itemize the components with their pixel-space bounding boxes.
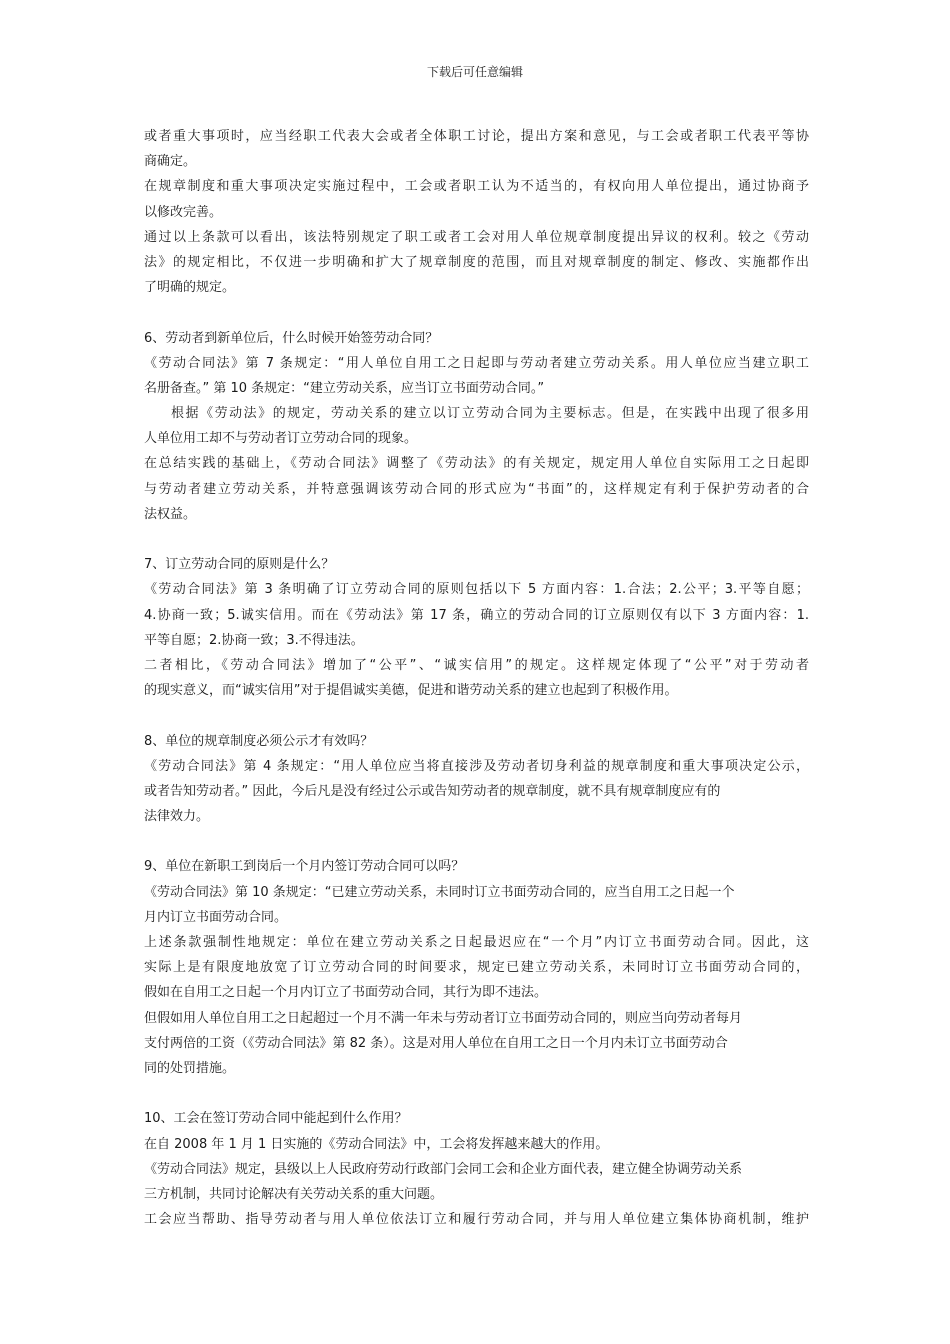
document-body xyxy=(144,124,809,1232)
page-header: 下载后可任意编辑 xyxy=(426,65,523,79)
text-line: 7、订立劳动合同的原则是什么？ xyxy=(144,557,335,573)
text-line: 同的处罚措施。 xyxy=(144,1060,236,1076)
text-line: 实际上是有限度地放宽了订立劳动合同的时间要求，规定已建立劳动关系，未同时订立书面劳动合同的， xyxy=(144,960,809,976)
text-line: 与劳动者建立劳动关系，并特意强调该劳动合同的形式应为“书面”的，这样规定有利于保护劳动者的合 xyxy=(144,481,809,497)
text-line: 上述条款强制性地规定：单位在建立劳动关系之日起最迟应在“一个月”内订立书面劳动合同。因此，这 xyxy=(144,935,809,950)
text-line: 或者告知劳动者。” 因此，今后凡是没有经过公示或告知劳动者的规章制度，就不具有规章制度应有的 xyxy=(144,783,721,799)
text-line: 支付两倍的工资（《劳动合同法》第 82 条）。这是对用人单位在自用工之日一个月内未订立书面劳动合 xyxy=(144,1035,728,1051)
text-line: 《劳动合同法》第 3 条明确了订立劳动合同的原则包括以下 5 方面内容：1.合法；2.公平；3.平等自愿； xyxy=(144,582,809,598)
text-line: 4.协商一致；5.诚实信用。而在《劳动法》第 17 条，确立的劳动合同的订立原则仅有以下 3 方面内容：1. xyxy=(144,607,809,623)
text-line: 二者相比，《劳动合同法》增加了“公平”、“诚实信用”的规定。这样规定体现了“公平”对于劳动者 xyxy=(144,657,809,673)
text-line: 9、单位在新职工到岗后一个月内签订劳动合同可以吗？ xyxy=(144,859,465,875)
text-line: 10、工会在签订劳动合同中能起到什么作用？ xyxy=(144,1111,408,1127)
text-line: 在自 2008 年 1 月 1 日实施的《劳动合同法》中，工会将发挥越来越大的作用。 xyxy=(144,1136,609,1152)
text-line: 人单位用工却不与劳动者订立劳动合同的现象。 xyxy=(144,431,418,447)
text-line: 6、劳动者到新单位后，什么时候开始签劳动合同？ xyxy=(144,330,439,346)
text-line: 根据《劳动法》的规定，劳动关系的建立以订立劳动合同为主要标志。但是，在实践中出现了很多用 xyxy=(171,406,809,422)
text-line: 或者重大事项时，应当经职工代表大会或者全体职工讨论，提出方案和意见，与工会或者职工代表平等协 xyxy=(144,129,809,144)
text-line: 《劳动合同法》第 7 条规定：“用人单位自用工之日起即与劳动者建立劳动关系。用人单位应当建立职工 xyxy=(144,355,809,371)
text-line: 在总结实践的基础上，《劳动合同法》调整了《劳动法》的有关规定，规定用人单位自实际用工之日起即 xyxy=(144,456,809,472)
text-line: 但假如用人单位自用工之日起超过一个月不满一年未与劳动者订立书面劳动合同的，则应当向劳动者每月 xyxy=(144,1010,743,1026)
text-line: 名册备查。” 第 10 条规定：“建立劳动关系，应当订立书面劳动合同。” xyxy=(144,380,545,396)
text-line: 了明确的规定。 xyxy=(144,280,236,296)
text-line: 的现实意义，而“诚实信用”对于提倡诚实美德，促进和谐劳动关系的建立也起到了积极作用。 xyxy=(144,683,678,699)
text-line: 月内订立书面劳动合同。 xyxy=(144,909,288,925)
text-line: 以修改完善。 xyxy=(144,204,223,220)
paragraph-spacer xyxy=(144,300,809,325)
text-line: 假如在自用工之日起一个月内订立了书面劳动合同，其行为即不违法。 xyxy=(144,985,548,1001)
text-line: 8、单位的规章制度必须公示才有效吗？ xyxy=(144,733,374,749)
text-line: 《劳动合同法》规定，县级以上人民政府劳动行政部门会同工会和企业方面代表，建立健全协调劳动关系 xyxy=(144,1161,743,1177)
text-line: 工会应当帮助、指导劳动者与用人单位依法订立和履行劳动合同，并与用人单位建立集体协商机制，维护 xyxy=(144,1212,809,1228)
text-line: 法》的规定相比，不仅进一步明确和扩大了规章制度的范围，而且对规章制度的制定、修改、实施都作出 xyxy=(144,254,809,270)
paragraph-spacer xyxy=(144,703,809,728)
text-line: 法权益。 xyxy=(144,506,197,522)
paragraph-spacer xyxy=(144,829,809,854)
text-line: 商确定。 xyxy=(144,154,197,170)
text-line: 平等自愿；2.协商一致；3.不得违法。 xyxy=(144,632,364,648)
text-line: 法律效力。 xyxy=(144,809,210,825)
text-line: 通过以上条款可以看出，该法特别规定了职工或者工会对用人单位规章制度提出异议的权利。较之《劳动 xyxy=(144,229,809,245)
paragraph-spacer xyxy=(144,1081,809,1106)
text-line: 《劳动合同法》第 10 条规定：“已建立劳动关系，未同时订立书面劳动合同的，应当自用工之日起一个 xyxy=(144,884,735,900)
text-line: 在规章制度和重大事项决定实施过程中，工会或者职工认为不适当的，有权向用人单位提出，通过协商予 xyxy=(144,179,809,195)
paragraph-spacer xyxy=(144,527,809,552)
text-line: 《劳动合同法》第 4 条规定：“用人单位应当将直接涉及劳动者切身利益的规章制度和重大事项决定公示， xyxy=(144,758,809,774)
text-line: 三方机制，共同讨论解决有关劳动关系的重大问题。 xyxy=(144,1186,444,1202)
